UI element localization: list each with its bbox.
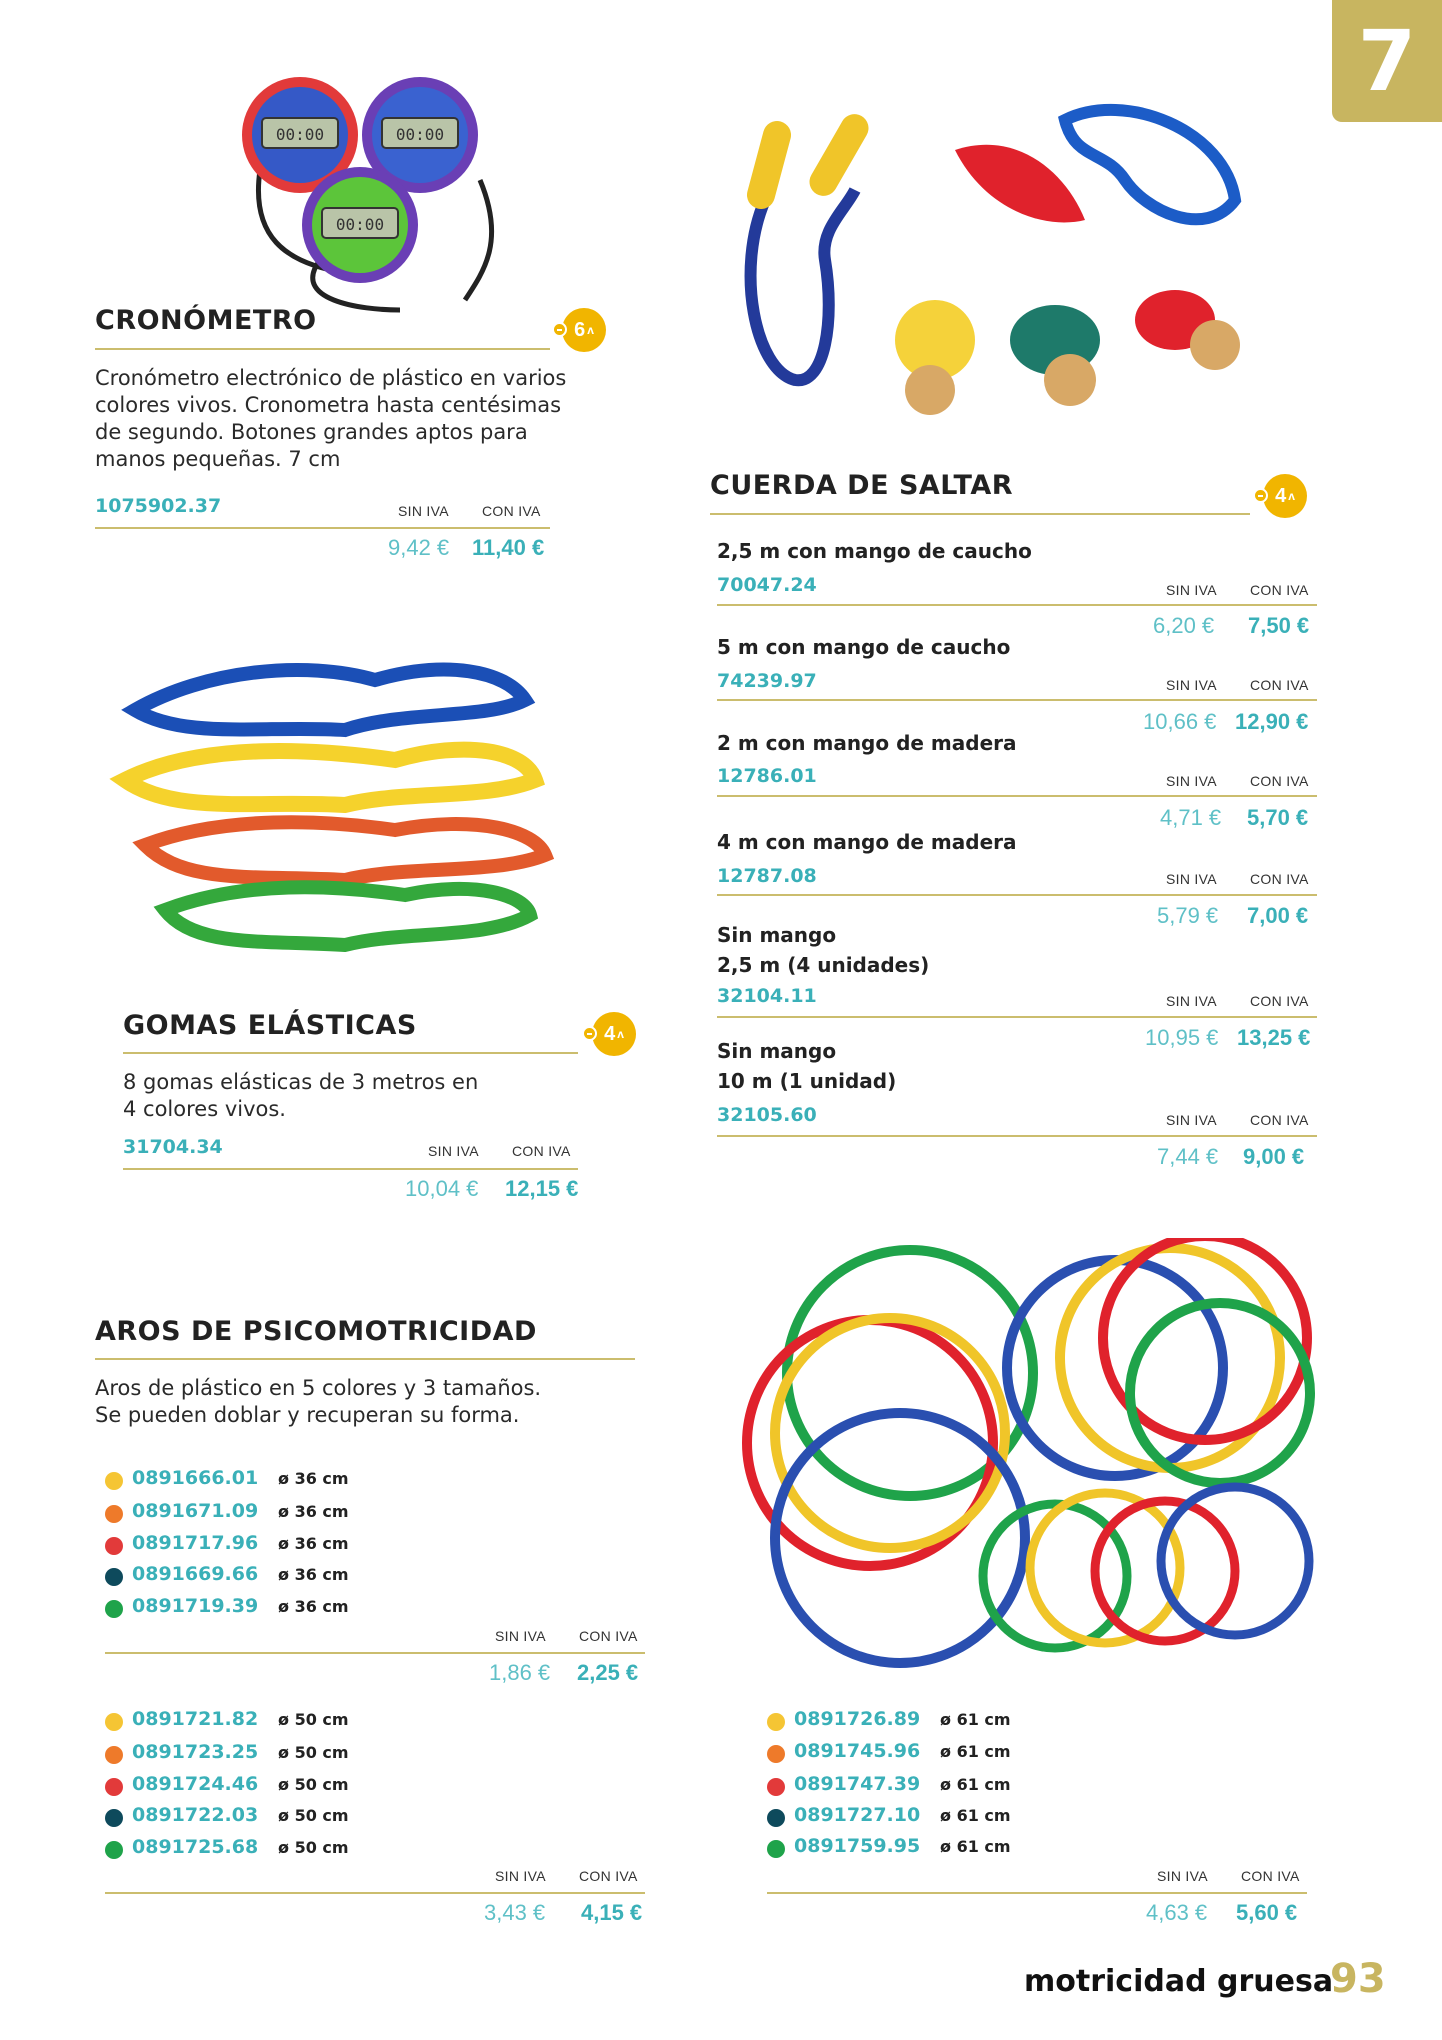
- aros-title: AROS DE PSICOMOTRICIDAD: [95, 1316, 537, 1347]
- aros-size: ø 36 cm: [278, 1597, 349, 1616]
- aros-size: ø 50 cm: [278, 1806, 349, 1825]
- aros-size: ø 50 cm: [278, 1743, 349, 1762]
- cuerda-item-code: 74239.97: [717, 670, 817, 692]
- aros-price-con-iva: 5,60 €: [1236, 1900, 1298, 1925]
- con-iva-label: CON IVA: [1241, 1868, 1300, 1884]
- cuerda-item-name: 2 m con mango de madera: [717, 731, 1017, 755]
- cuerda-item-price-sin: 7,44 €: [1157, 1144, 1219, 1169]
- aros-code: 0891719.39: [132, 1595, 259, 1617]
- aros-description: Aros de plástico en 5 colores y 3 tamaños. Se pueden doblar y recuperan su forma.: [95, 1376, 542, 1427]
- aros-price-rule: [105, 1652, 645, 1654]
- aros-size: ø 50 cm: [278, 1838, 349, 1857]
- aros-code: 0891725.68: [132, 1836, 259, 1858]
- color-dot-green: [105, 1841, 123, 1859]
- cronometro-description: Cronómetro electrónico de plástico en varios colores vivos. Cronometra hasta centésimas de segundo. Botones grandes aptos para manos pequeñas. 7 cm: [95, 366, 567, 471]
- gomas-age-badge: 4 ʌ: [592, 1012, 636, 1056]
- stopwatch-display-2: 00:00: [395, 125, 445, 144]
- con-iva-label: CON IVA: [1250, 993, 1309, 1009]
- sin-iva-label: SIN IVA: [1166, 773, 1217, 789]
- cuerda-item-name: 2,5 m con mango de caucho: [717, 539, 1032, 563]
- cuerda-item-name: Sin mango 2,5 m (4 unidades): [717, 923, 930, 977]
- cuerda-item-code: 70047.24: [717, 574, 817, 596]
- aros-price-rule: [105, 1892, 645, 1894]
- con-iva-label: CON IVA: [1250, 1112, 1309, 1128]
- cuerda-item-name: 4 m con mango de madera: [717, 830, 1017, 854]
- color-dot-dark-teal: [767, 1809, 785, 1827]
- sin-iva-label: SIN IVA: [1157, 1868, 1208, 1884]
- aros-size: ø 50 cm: [278, 1710, 349, 1729]
- hoops-image: [715, 1238, 1315, 1668]
- cronometro-price-rule: [95, 527, 550, 529]
- color-dot-orange: [105, 1505, 123, 1523]
- color-dot-red: [105, 1537, 123, 1555]
- con-iva-label: CON IVA: [1250, 582, 1309, 598]
- cuerda-item-price-con: 9,00 €: [1243, 1144, 1305, 1169]
- con-iva-label: CON IVA: [579, 1868, 638, 1884]
- sin-iva-label: SIN IVA: [428, 1143, 479, 1159]
- aros-code: 0891722.03: [132, 1804, 259, 1826]
- aros-code: 0891666.01: [132, 1467, 259, 1489]
- sin-iva-label: SIN IVA: [398, 503, 449, 519]
- gomas-title: GOMAS ELÁSTICAS: [123, 1010, 417, 1041]
- con-iva-label: CON IVA: [512, 1143, 571, 1159]
- aros-price-con-iva: 4,15 €: [581, 1900, 643, 1925]
- color-dot-yellow: [105, 1472, 123, 1490]
- cuerda-item-price-sin: 10,66 €: [1143, 709, 1217, 734]
- cuerda-title: CUERDA DE SALTAR: [710, 470, 1014, 501]
- age-a-icon: ʌ: [617, 1027, 624, 1041]
- cuerda-age-badge: 4 ʌ: [1263, 474, 1307, 518]
- stopwatch-image: [230, 70, 520, 320]
- cronometro-code: 1075902.37: [95, 495, 222, 517]
- aros-size: ø 36 cm: [278, 1469, 349, 1488]
- color-dot-yellow: [767, 1713, 785, 1731]
- cuerda-item-price-sin: 4,71 €: [1160, 805, 1222, 830]
- color-dot-orange: [105, 1746, 123, 1764]
- color-dot-green: [767, 1840, 785, 1858]
- cuerda-item-code: 32104.11: [717, 985, 817, 1007]
- cuerda-item-price-con: 5,70 €: [1247, 805, 1309, 830]
- cronometro-title: CRONÓMETRO: [95, 305, 317, 336]
- aros-code: 0891727.10: [794, 1804, 921, 1826]
- aros-code: 0891726.89: [794, 1708, 921, 1730]
- cuerda-item-price-con: 7,00 €: [1247, 903, 1309, 928]
- chapter-number: 7: [1357, 12, 1417, 110]
- color-dot-green: [105, 1600, 123, 1618]
- cuerda-item-price-con: 7,50 €: [1248, 613, 1310, 638]
- gomas-code: 31704.34: [123, 1136, 223, 1158]
- cuerda-item-name: 5 m con mango de caucho: [717, 635, 1011, 659]
- plus-icon: [582, 1026, 597, 1041]
- cronometro-price-con-iva: 11,40 €: [472, 535, 545, 560]
- cuerda-item-code: 12787.08: [717, 865, 817, 887]
- elastic-bands-image: [105, 630, 555, 960]
- cuerda-item-price-con: 12,90 €: [1235, 709, 1309, 734]
- aros-size: ø 50 cm: [278, 1775, 349, 1794]
- plus-icon: [552, 322, 567, 337]
- aros-price-sin-iva: 3,43 €: [484, 1900, 546, 1925]
- con-iva-label: CON IVA: [1250, 871, 1309, 887]
- cuerda-item-rule: [717, 1016, 1317, 1018]
- jump-rope-image: [725, 90, 1285, 430]
- footer-section-name: motricidad gruesa: [1024, 1964, 1334, 1999]
- con-iva-label: CON IVA: [482, 503, 541, 519]
- aros-price-rule: [767, 1892, 1307, 1894]
- aros-size: ø 61 cm: [940, 1806, 1011, 1825]
- cuerda-item-price-sin: 5,79 €: [1157, 903, 1219, 928]
- stopwatch-display-1: 00:00: [275, 125, 325, 144]
- aros-code: 0891759.95: [794, 1835, 921, 1857]
- cuerda-title-rule: [710, 513, 1250, 515]
- age-a-icon: ʌ: [587, 323, 594, 337]
- gomas-title-rule: [123, 1052, 578, 1054]
- cuerda-item-rule: [717, 1135, 1317, 1137]
- chapter-tab: [1332, 0, 1442, 122]
- cuerda-item-code: 12786.01: [717, 765, 817, 787]
- aros-code: 0891669.66: [132, 1563, 259, 1585]
- cuerda-item-rule: [717, 795, 1317, 797]
- aros-size: ø 36 cm: [278, 1502, 349, 1521]
- sin-iva-label: SIN IVA: [495, 1868, 546, 1884]
- sin-iva-label: SIN IVA: [1166, 1112, 1217, 1128]
- aros-price-con-iva: 2,25 €: [577, 1660, 639, 1685]
- plus-icon: [1253, 488, 1268, 503]
- cuerda-item-name: Sin mango 10 m (1 unidad): [717, 1039, 897, 1093]
- sin-iva-label: SIN IVA: [1166, 993, 1217, 1009]
- gomas-price-rule: [123, 1168, 578, 1170]
- cronometro-age-badge: 6 ʌ: [562, 308, 606, 352]
- aros-code: 0891717.96: [132, 1532, 259, 1554]
- aros-title-rule: [95, 1358, 635, 1360]
- page-number: 93: [1330, 1956, 1386, 2002]
- aros-size: ø 36 cm: [278, 1565, 349, 1584]
- color-dot-red: [767, 1778, 785, 1796]
- stopwatch-display-3: 00:00: [335, 215, 385, 234]
- aros-code: 0891745.96: [794, 1740, 921, 1762]
- con-iva-label: CON IVA: [1250, 677, 1309, 693]
- cuerda-item-code: 32105.60: [717, 1104, 817, 1126]
- cronometro-price-sin-iva: 9,42 €: [388, 535, 450, 560]
- color-dot-dark-teal: [105, 1568, 123, 1586]
- cronometro-title-rule: [95, 348, 550, 350]
- con-iva-label: CON IVA: [1250, 773, 1309, 789]
- sin-iva-label: SIN IVA: [1166, 582, 1217, 598]
- color-dot-red: [105, 1778, 123, 1796]
- gomas-price-con-iva: 12,15 €: [505, 1176, 579, 1201]
- aros-code: 0891721.82: [132, 1708, 259, 1730]
- aros-price-sin-iva: 4,63 €: [1146, 1900, 1208, 1925]
- aros-size: ø 61 cm: [940, 1710, 1011, 1729]
- sin-iva-label: SIN IVA: [1166, 677, 1217, 693]
- gomas-price-sin-iva: 10,04 €: [405, 1176, 479, 1201]
- color-dot-yellow: [105, 1713, 123, 1731]
- cuerda-item-price-sin: 6,20 €: [1153, 613, 1215, 638]
- gomas-description: 8 gomas elásticas de 3 metros en 4 colores vivos.: [123, 1070, 479, 1121]
- aros-size: ø 61 cm: [940, 1742, 1011, 1761]
- cuerda-item-price-sin: 10,95 €: [1145, 1025, 1219, 1050]
- aros-price-sin-iva: 1,86 €: [489, 1660, 551, 1685]
- cuerda-item-rule: [717, 894, 1317, 896]
- aros-size: ø 36 cm: [278, 1534, 349, 1553]
- aros-code: 0891723.25: [132, 1741, 259, 1763]
- aros-size: ø 61 cm: [940, 1837, 1011, 1856]
- aros-code: 0891747.39: [794, 1773, 921, 1795]
- color-dot-dark-teal: [105, 1809, 123, 1827]
- con-iva-label: CON IVA: [579, 1628, 638, 1644]
- age-a-icon: ʌ: [1288, 489, 1295, 503]
- color-dot-orange: [767, 1745, 785, 1763]
- cuerda-item-price-con: 13,25 €: [1237, 1025, 1311, 1050]
- cuerda-item-rule: [717, 699, 1317, 701]
- sin-iva-label: SIN IVA: [1166, 871, 1217, 887]
- cuerda-item-rule: [717, 604, 1317, 606]
- aros-code: 0891671.09: [132, 1500, 259, 1522]
- sin-iva-label: SIN IVA: [495, 1628, 546, 1644]
- aros-code: 0891724.46: [132, 1773, 259, 1795]
- aros-size: ø 61 cm: [940, 1775, 1011, 1794]
